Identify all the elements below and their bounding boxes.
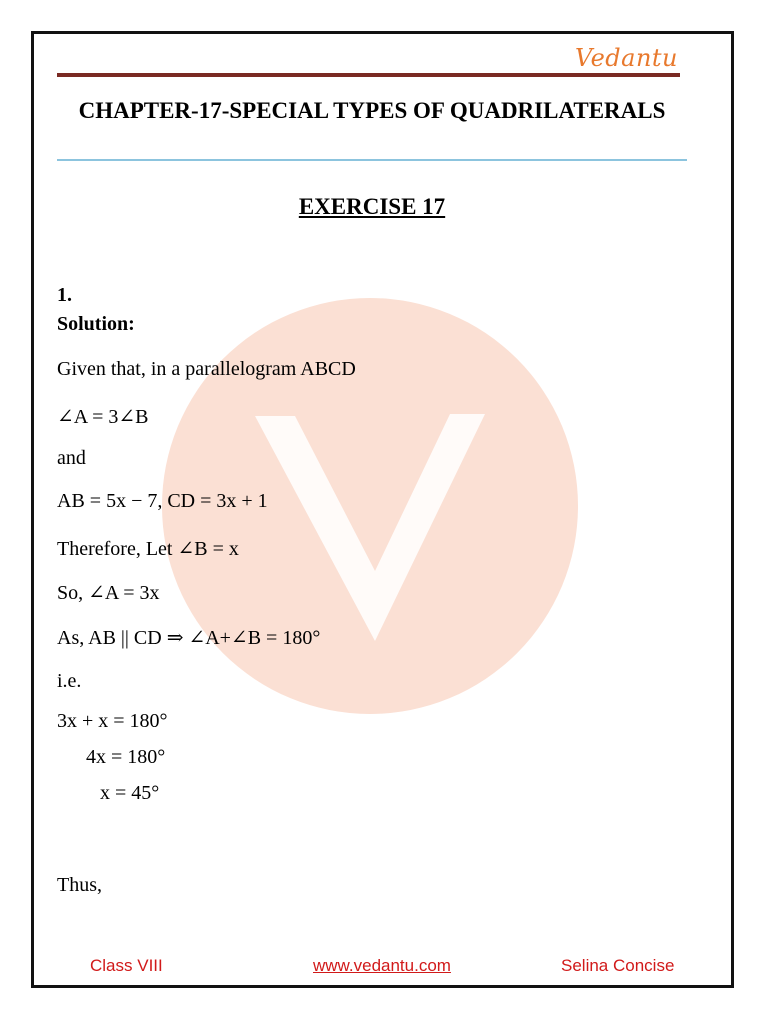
angle-relation: ∠A = 3∠B [57,406,149,428]
footer-book-name: Selina Concise [561,956,675,975]
header-divider [57,73,680,77]
and-text: and [57,447,86,469]
ie-text: i.e. [57,670,82,692]
footer-class: Class VIII [90,956,163,975]
footer-website-link[interactable]: www.vedantu.com [313,956,451,975]
angle-a-value: So, ∠A = 3x [57,582,160,604]
chapter-title: CHAPTER-17-SPECIAL TYPES OF QUADRILATERALS [78,98,666,123]
equation-3: x = 45° [100,782,160,804]
given-statement: Given that, in a parallelogram ABCD [57,358,356,380]
vedantu-logo: Vedantu [574,44,678,72]
solution-label: Solution: [57,313,135,335]
equation-1: 3x + x = 180° [57,710,168,732]
equation-2: 4x = 180° [86,746,166,768]
question-number: 1. [57,284,72,306]
thus-text: Thus, [57,874,102,896]
sides-relation: AB = 5x − 7, CD = 3x + 1 [57,490,268,512]
let-angle-b: Therefore, Let ∠B = x [57,538,239,560]
parallel-statement: As, AB || CD ⇒ ∠A+∠B = 180° [57,627,321,649]
title-divider [57,159,687,161]
exercise-title: EXERCISE 17 [298,194,446,219]
